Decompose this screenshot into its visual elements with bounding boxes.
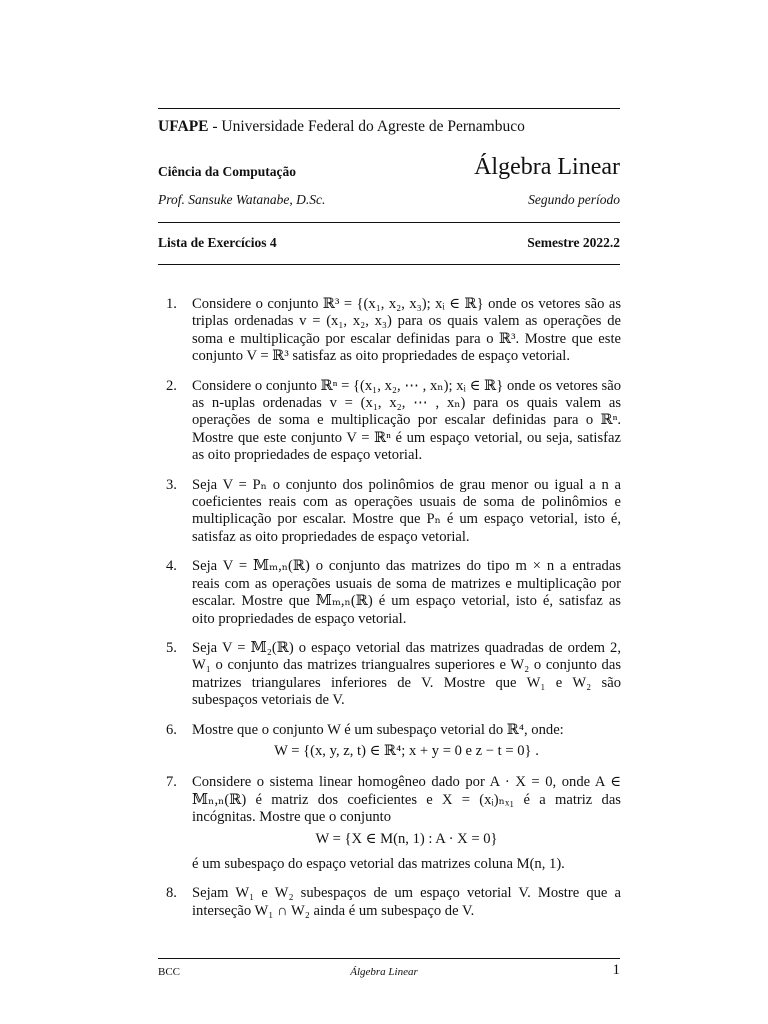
institution-line (158, 118, 525, 136)
header-rule-1 (158, 222, 620, 223)
list-title: Lista de Exercícios 4 (158, 235, 277, 250)
exercise-2 (166, 378, 621, 465)
course-name: Ciência da Computação (158, 164, 296, 179)
exercise-text: Considere o conjunto ℝ³ = {(x₁, x₂, x₃); xᵢ ∈ ℝ} onde os vetores são as triplas ordenadas v = (x₁, x₂, x₃) para os quais valem as operações de soma e multiplicação por escalar definidas para o ℝ³. Mostre que este conjunto V = ℝ³ satisfaz as oito propriedades de espaço vetorial. (192, 296, 621, 365)
footer-subject: Álgebra Linear (350, 966, 418, 978)
subject-title: Álgebra Linear (474, 154, 620, 180)
semester-label: Semestre 2022.2 (527, 235, 620, 250)
exercise-number: 6. (166, 721, 177, 738)
exercise-number: 4. (166, 558, 177, 575)
header-rule-2 (158, 264, 620, 265)
exercise-number: 8. (166, 885, 177, 902)
exercise-text: Sejam W₁ e W₂ subespaços de um espaço vetorial V. Mostre que a interseção W₁ ∩ W₂ ainda é um subespaço de V. (192, 885, 621, 919)
exercise-text: Seja V = 𝕄ₘ,ₙ(ℝ) o conjunto das matrizes do tipo m × n a entradas reais com as operações usuais de soma de matrizes e multiplicação por escalar. Mostre que 𝕄ₘ,ₙ(ℝ) é um espaço vetorial, isto é, satisfaz as oito propriedades de espaço vetorial. (192, 558, 621, 627)
exercise-text: Considere o conjunto ℝⁿ = {(x₁, x₂, ⋯ , xₙ); xᵢ ∈ ℝ} onde os vetores são as n-uplas ordenadas v = (x₁, x₂, ⋯ , xₙ) para os quais valem as operações de soma e multiplicação por escalar definidas para o ℝⁿ. Mostre que este conjunto V = ℝⁿ é um espaço vetorial, ou seja, satisfaz as oito propriedades de espaço vetorial. (192, 377, 621, 464)
institution-name: - Universidade Federal do Agreste de Pernambuco (212, 118, 525, 135)
exercise-3 (166, 477, 621, 547)
institution-acronym: UFAPE (158, 118, 209, 135)
exercise-list (166, 296, 621, 920)
exercise-4 (166, 558, 621, 628)
exercise-continuation: é um subespaço do espaço vetorial das matrizes coluna M(n, 1). (192, 855, 565, 872)
exercise-text: Seja V = Pₙ o conjunto dos polinômios de grau menor ou igual a n a coeficientes reais com as operações usuais de soma de polinômios e multiplicação por escalar. Mostre que Pₙ é um espaço vetorial, isto é, satisfaz as oito propriedades de espaço vetorial. (192, 476, 621, 545)
period-label: Segundo período (528, 192, 620, 207)
exercise-number: 5. (166, 639, 177, 656)
footer-course: BCC (158, 966, 181, 978)
footer-rule (158, 958, 620, 959)
exercise-number: 3. (166, 476, 177, 493)
exercise-8 (166, 885, 621, 920)
exercise-6 (166, 722, 621, 763)
display-equation: W = {(x, y, z, t) ∈ ℝ⁴; x + y = 0 e z − t = 0} . (274, 742, 539, 759)
exercise-number: 2. (166, 377, 177, 394)
top-rule (158, 108, 620, 109)
exercise-1 (166, 296, 621, 366)
display-equation: W = {X ∈ M(n, 1) : A · X = 0} (315, 830, 498, 847)
exercise-number: 1. (166, 296, 177, 312)
exercise-text: Mostre que o conjunto W é um subespaço vetorial do ℝ⁴, onde: (192, 721, 564, 738)
exercise-number: 7. (166, 774, 177, 791)
exercise-text: Seja V = 𝕄₂(ℝ) o espaço vetorial das matrizes quadradas de ordem 2, W₁ o conjunto das matrizes triangualres superiores e W₂ o conjunto das matrizes triangulares inferiores de V. Mostre que W₁ e W₂ são subespaços vetoriais de V. (192, 639, 621, 709)
exercise-7 (166, 774, 621, 873)
exercise-text: Considere o sistema linear homogêneo dado por A · X = 0, onde A ∈ 𝕄ₙ,ₙ(ℝ) é matriz dos coeficientes e X = (xᵢ)ₙₓ₁ é a matriz das incógnitas. Mostre que o conjunto (192, 774, 621, 826)
professor-name: Prof. Sansuke Watanabe, D.Sc. (158, 192, 326, 207)
exercise-5 (166, 640, 621, 710)
page-number: 1 (612, 962, 620, 978)
